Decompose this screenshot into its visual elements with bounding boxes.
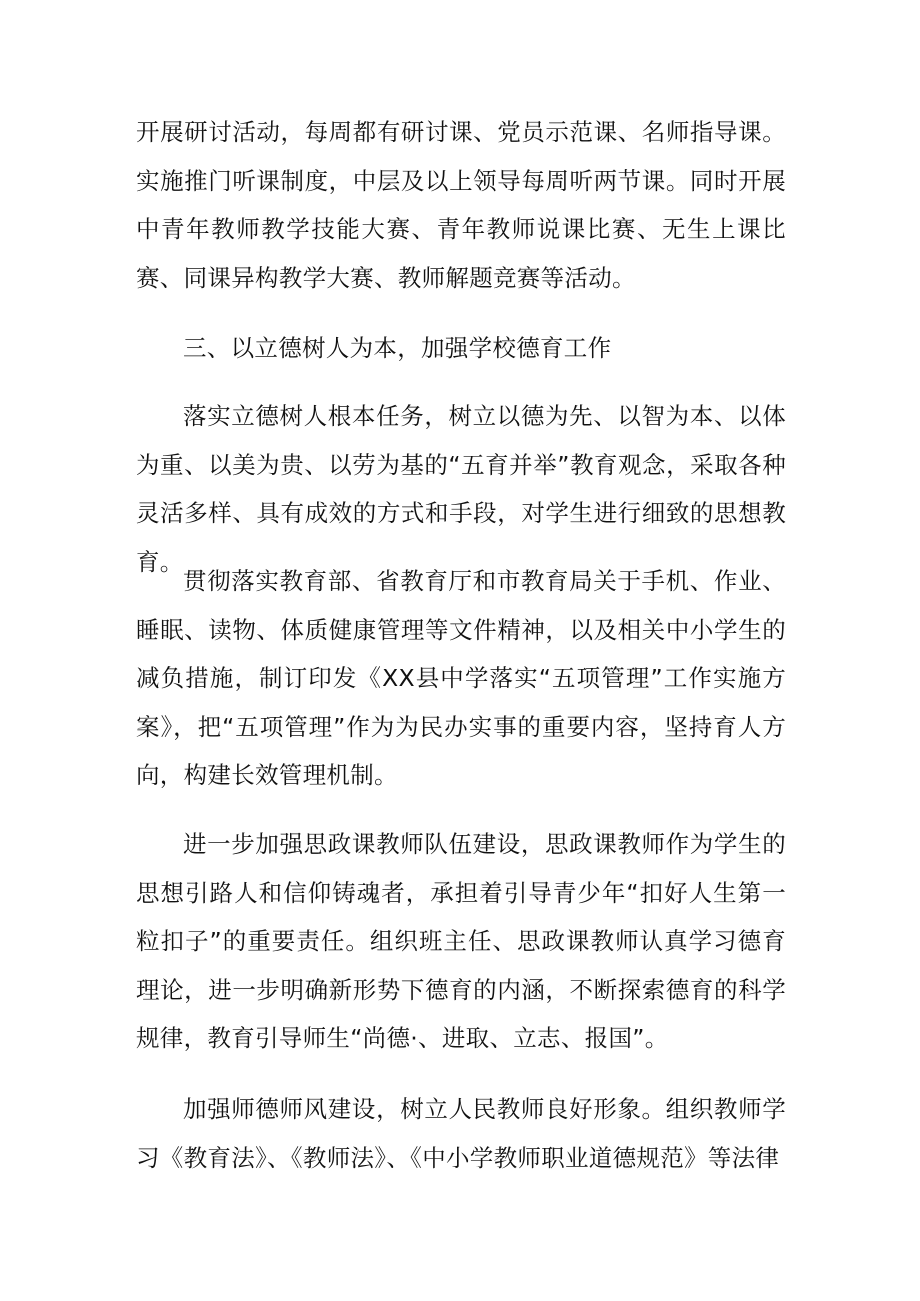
paragraph-teacher-ethics: 加强师德师风建设，树立人民教师良好形象。组织教师学习《教育法》、《教师法》、《中小学教师职业道德规范》等法律	[136, 1095, 786, 1172]
paragraph-five-management: 贯彻落实教育部、省教育厅和市教育局关于手机、作业、睡眠、读物、体质健康管理等文件精神，以及相关中小学生的减负措施，制订印发《XX县中学落实“五项管理”工作实施方案》，把“五项管理”作为为民办实事的重要内容，坚持育人方向，构建长效管理机制。	[136, 567, 786, 789]
section-heading-moral-education: 三、以立德树人为本，加强学校德育工作	[183, 334, 612, 362]
paragraph-teaching-activities: 开展研讨活动，每周都有研讨课、党员示范课、名师指导课。实施推门听课制度，中层及以上领导每周听两节课。同时开展中青年教师教学技能大赛、青年教师说课比赛、无生上课比赛、同课异构教学大赛、教师解题竞赛等活动。	[136, 118, 786, 292]
paragraph-five-education: 落实立德树人根本任务，树立以德为先、以智为本、以体为重、以美为贵、以劳为基的“五育并举”教育观念，采取各种灵活多样、具有成效的方式和手段，对学生进行细致的思想教育。	[136, 402, 786, 576]
paragraph-ideological-teachers: 进一步加强思政课教师队伍建设，思政课教师作为学生的思想引路人和信仰铸魂者，承担着引导青少年“扣好人生第一粒扣子”的重要责任。组织班主任、思政课教师认真学习德育理论，进一步明确新形势下德育的内涵，不断探索德育的科学规律，教育引导师生“尚德·、进取、立志、报国”。	[136, 830, 786, 1052]
